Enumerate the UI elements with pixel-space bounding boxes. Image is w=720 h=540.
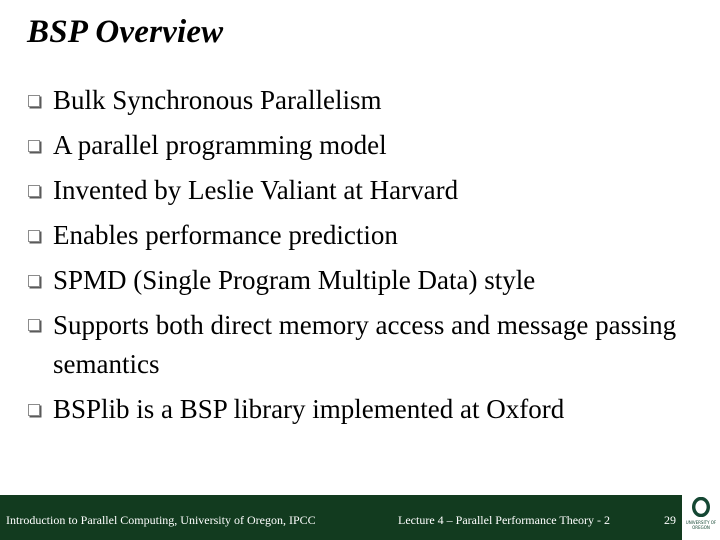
bullet-text: Invented by Leslie Valiant at Harvard (53, 175, 459, 205)
checkbox-bullet-icon (28, 404, 40, 416)
checkbox-bullet-icon (28, 140, 40, 152)
checkbox-bullet-icon (28, 95, 40, 107)
footer-course: Introduction to Parallel Computing, University of Oregon, IPCC (6, 513, 316, 527)
bullet-item (28, 78, 708, 123)
oregon-o-icon (692, 497, 710, 517)
logo-wordmark: UNIVERSITY OF OREGON (685, 520, 717, 530)
bullet-item (28, 123, 708, 168)
bullet-item (28, 213, 708, 258)
footer-bar (0, 495, 682, 540)
bullet-text: Enables performance prediction (53, 220, 398, 250)
footer-lecture: Lecture 4 – Parallel Performance Theory - 2 (398, 513, 611, 527)
bullet-text: SPMD (Single Program Multiple Data) style (53, 265, 536, 295)
bullet-text: Supports both direct memory access and message passing semantics (53, 310, 677, 379)
university-logo (682, 495, 720, 540)
checkbox-bullet-icon (28, 185, 40, 197)
checkbox-bullet-icon (28, 319, 40, 331)
bullet-list (28, 78, 708, 432)
bullet-item (28, 168, 708, 213)
bullet-item (28, 387, 708, 432)
bullet-text: A parallel programming model (53, 130, 387, 160)
bullet-text: BSPlib is a BSP library implemented at Oxford (53, 394, 565, 424)
checkbox-bullet-icon (28, 230, 40, 242)
bullet-item (28, 303, 708, 387)
checkbox-bullet-icon (28, 275, 40, 287)
slide-title: BSP Overview (27, 14, 224, 50)
page-number: 29 (664, 513, 676, 527)
bullet-item (28, 258, 708, 303)
bullet-text: Bulk Synchronous Parallelism (53, 85, 382, 115)
